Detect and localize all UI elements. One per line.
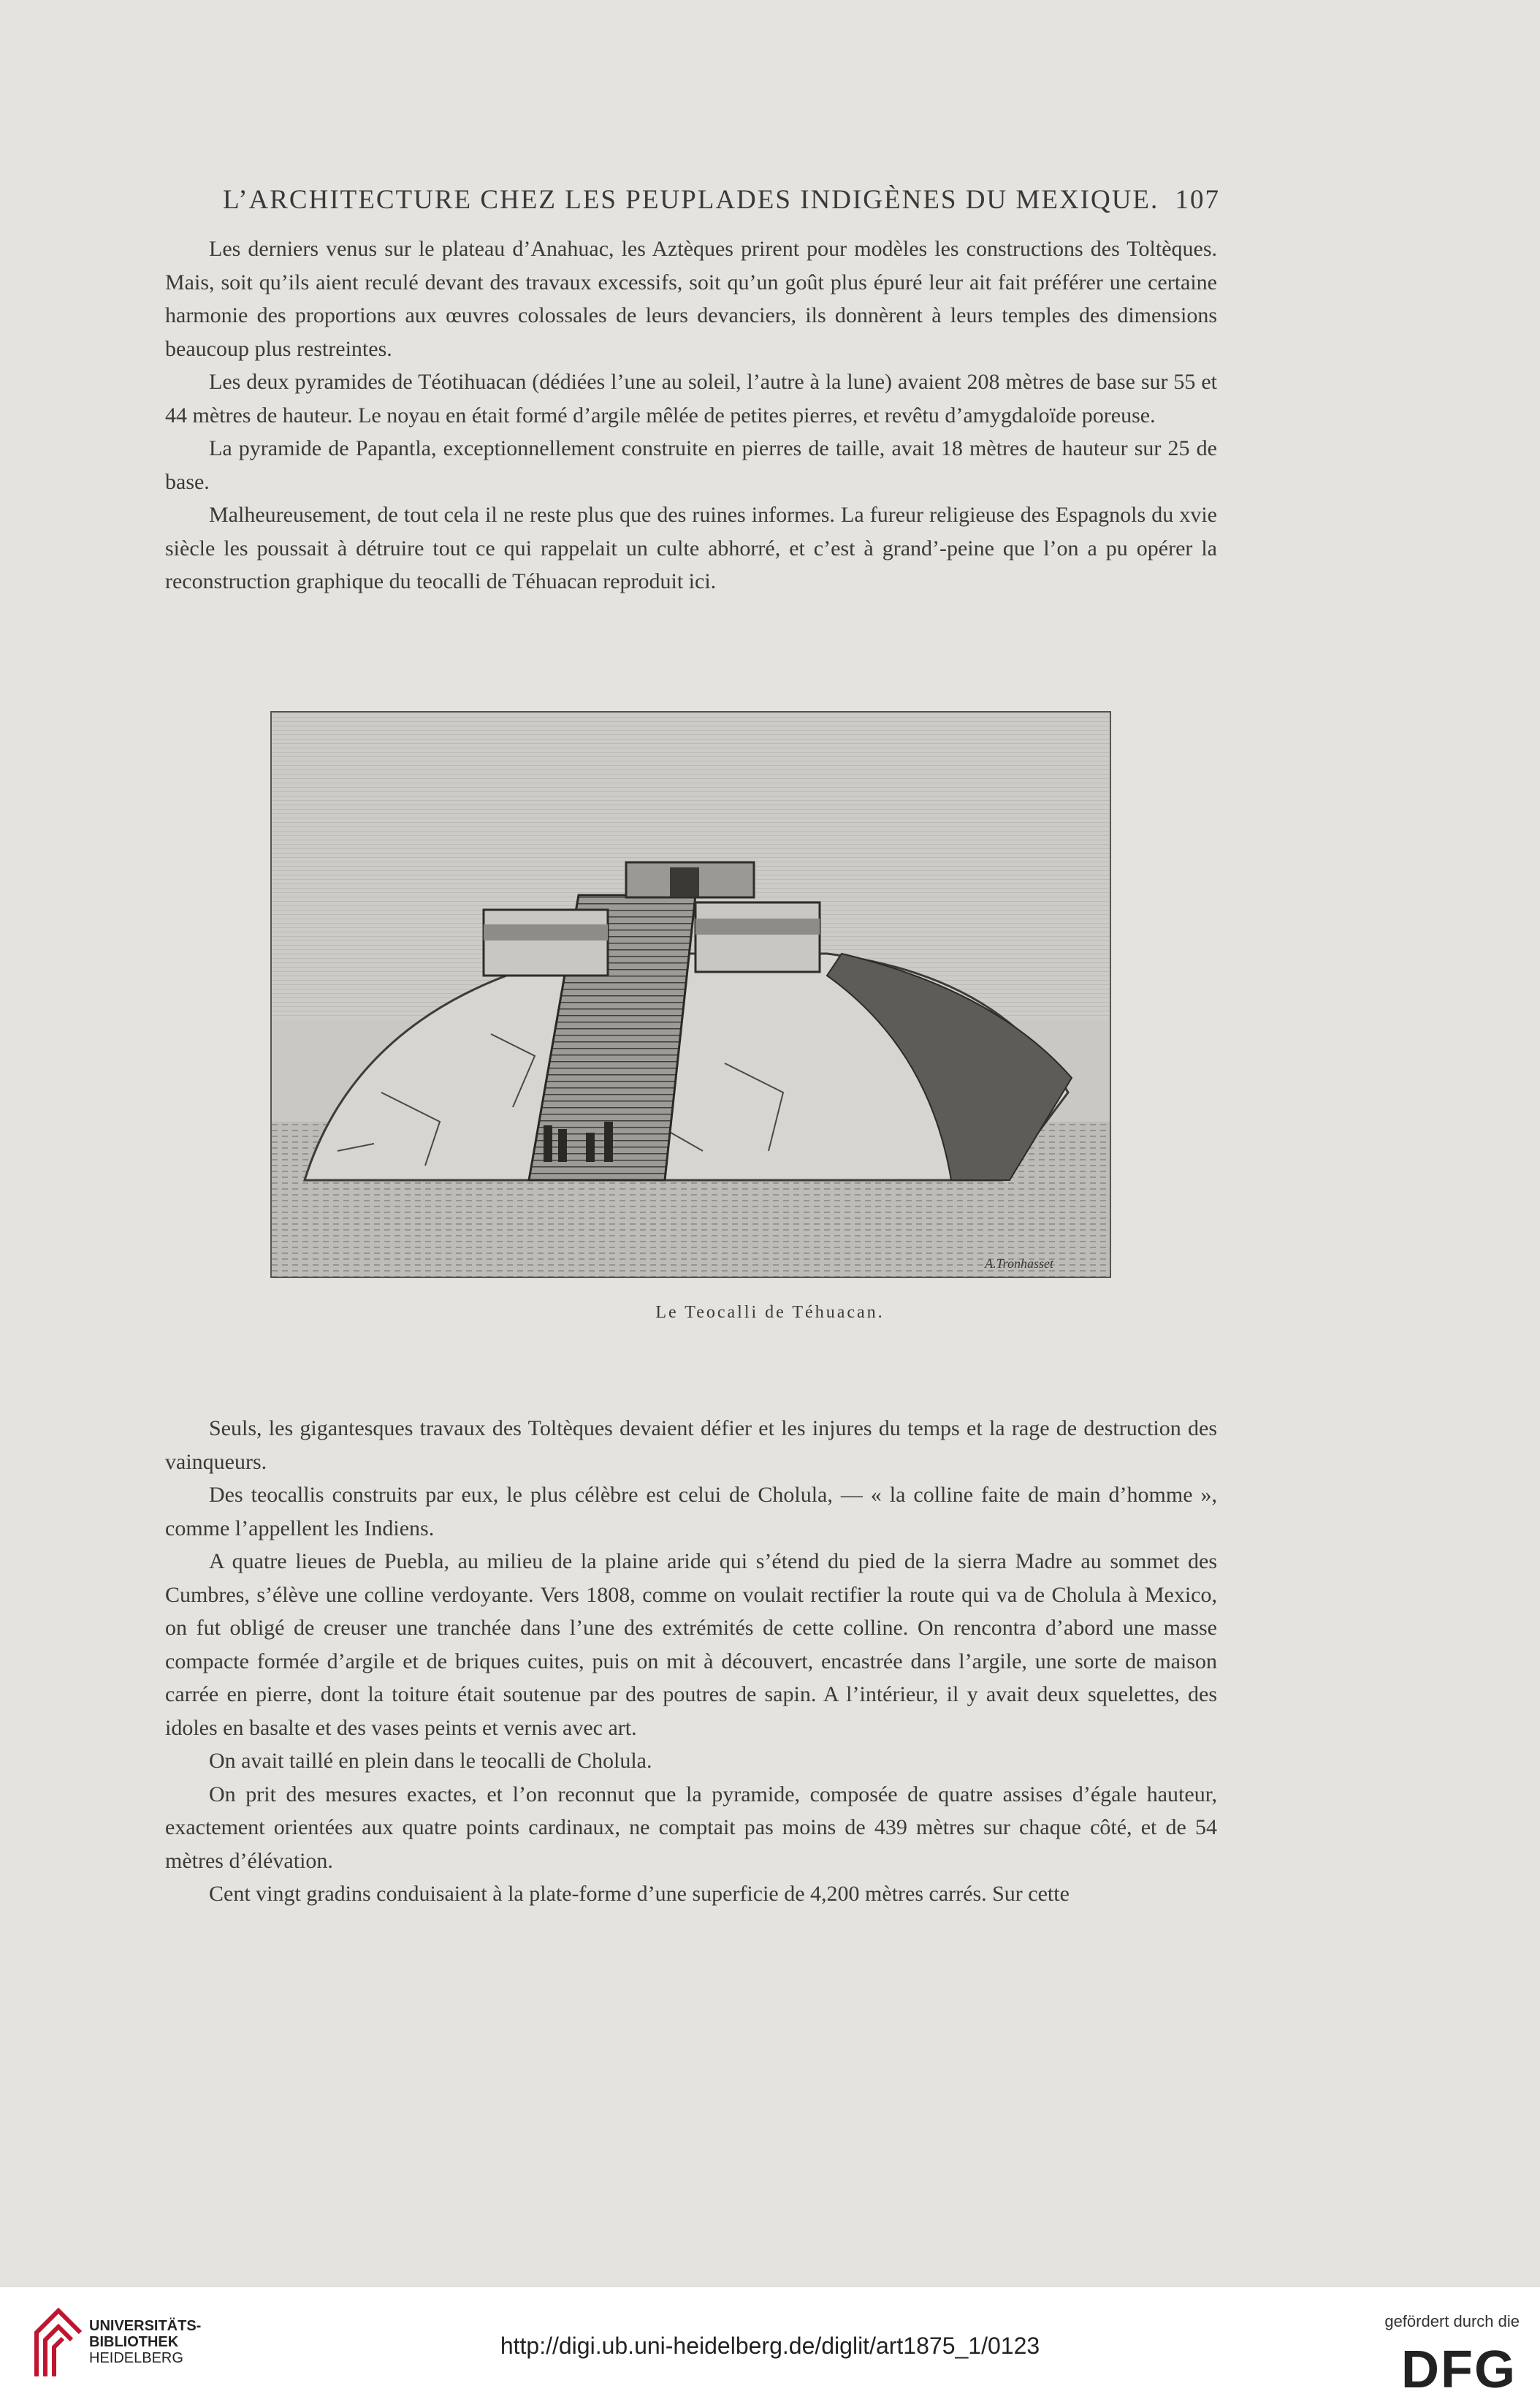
- paragraph: Les derniers venus sur le plateau d’Anahuac, les Aztèques prirent pour modèles les constructions des Toltèques. Mais, soit qu’ils aient reculé devant des travaux excessifs, soit qu’un goût plus épuré leur ait fait préférer une certaine harmonie des proportions aux œuvres colossales de leurs devanciers, ils donnèrent à leurs temples des dimensions beaucoup plus restreintes.: [165, 237, 1217, 361]
- running-title: L’ARCHITECTURE CHEZ LES PEUPLADES INDIGÈNES DU MEXIQUE.: [223, 185, 1159, 215]
- engraver-signature: A.Tronhasset: [985, 1256, 1053, 1271]
- permalink-url[interactable]: http://digi.ub.uni-heidelberg.de/diglit/art1875_1/0123: [500, 2333, 1040, 2359]
- paragraph: Des teocallis construits par eux, le plus célèbre est celui de Cholula, — « la colline faite de main d’homme », comme l’appellent les Indiens.: [165, 1483, 1217, 1540]
- engraving-teocalli: [270, 711, 1111, 1278]
- text-block-bottom: [165, 1412, 1217, 1911]
- funding-label: gefördert durch die: [1384, 2312, 1520, 2330]
- page-number: 107: [1175, 185, 1220, 215]
- text-block-top: [165, 232, 1217, 598]
- paragraph: Malheureusement, de tout cela il ne reste plus que des ruines informes. La fureur religieuse des Espagnols du xvie siècle les poussait à détruire tout ce qui rappelait un culte abhorré, et c’est à grand’-peine que l’on a pu opérer la reconstruction graphique du teocalli de Téhuacan reproduit ici.: [165, 503, 1217, 593]
- paragraph: La pyramide de Papantla, exceptionnellement construite en pierres de taille, avait 18 mètres de hauteur sur 25 de base.: [165, 436, 1217, 494]
- figure-caption: Le Teocalli de Téhuacan.: [655, 1303, 885, 1322]
- library-name-line: BIBLIOTHEK: [89, 2334, 179, 2350]
- library-name-line: UNIVERSITÄTS-: [89, 2318, 202, 2334]
- dfg-logo-icon[interactable]: DFG: [1401, 2341, 1517, 2399]
- paragraph: Les deux pyramides de Téotihuacan (dédiées l’une au soleil, l’autre à la lune) avaient 208 mètres de base sur 55 et 44 mètres de hauteur. Le noyau en était formé d’argile mêlée de petites pierres, et revêtu d’amygdaloïde poreuse.: [165, 370, 1217, 427]
- paragraph: Cent vingt gradins conduisaient à la plate-forme d’une superficie de 4,200 mètres carrés. Sur cette: [209, 1882, 1070, 1906]
- library-name-line: HEIDELBERG: [89, 2350, 183, 2366]
- engraving-illustration: [272, 712, 1110, 1277]
- paragraph: On avait taillé en plein dans le teocalli de Cholula.: [209, 1749, 652, 1773]
- paragraph: On prit des mesures exactes, et l’on reconnut que la pyramide, composée de quatre assises d’égale hauteur, exactement orientées aux quatre points cardinaux, ne comptait pas moins de 439 mètres sur chaque côté, et de 54 mètres d’élévation.: [165, 1782, 1217, 1873]
- paragraph: Seuls, les gigantesques travaux des Toltèques devaient défier et les injures du temps et la rage de destruction des vainqueurs.: [165, 1416, 1217, 1474]
- paragraph: A quatre lieues de Puebla, au milieu de la plaine aride qui s’étend du pied de la sierra Madre au sommet des Cumbres, s’élève une colline verdoyante. Vers 1808, comme on voulait rectifier la route qui va de Cholula à Mexico, on fut obligé de creuser une tranchée dans l’une des extrémités de cette colline. On rencontra d’abord une masse compacte formée d’argile et de briques cuites, puis on mit à découvert, encastrée dans l’argile, une sorte de maison carrée en pierre, dont la toiture était soutenue par des poutres de sapin. A l’intérieur, il y avait deux squelettes, des idoles en basalte et des vases peints et vernis avec art.: [165, 1549, 1217, 1740]
- viewer-footer: [0, 2287, 1540, 2402]
